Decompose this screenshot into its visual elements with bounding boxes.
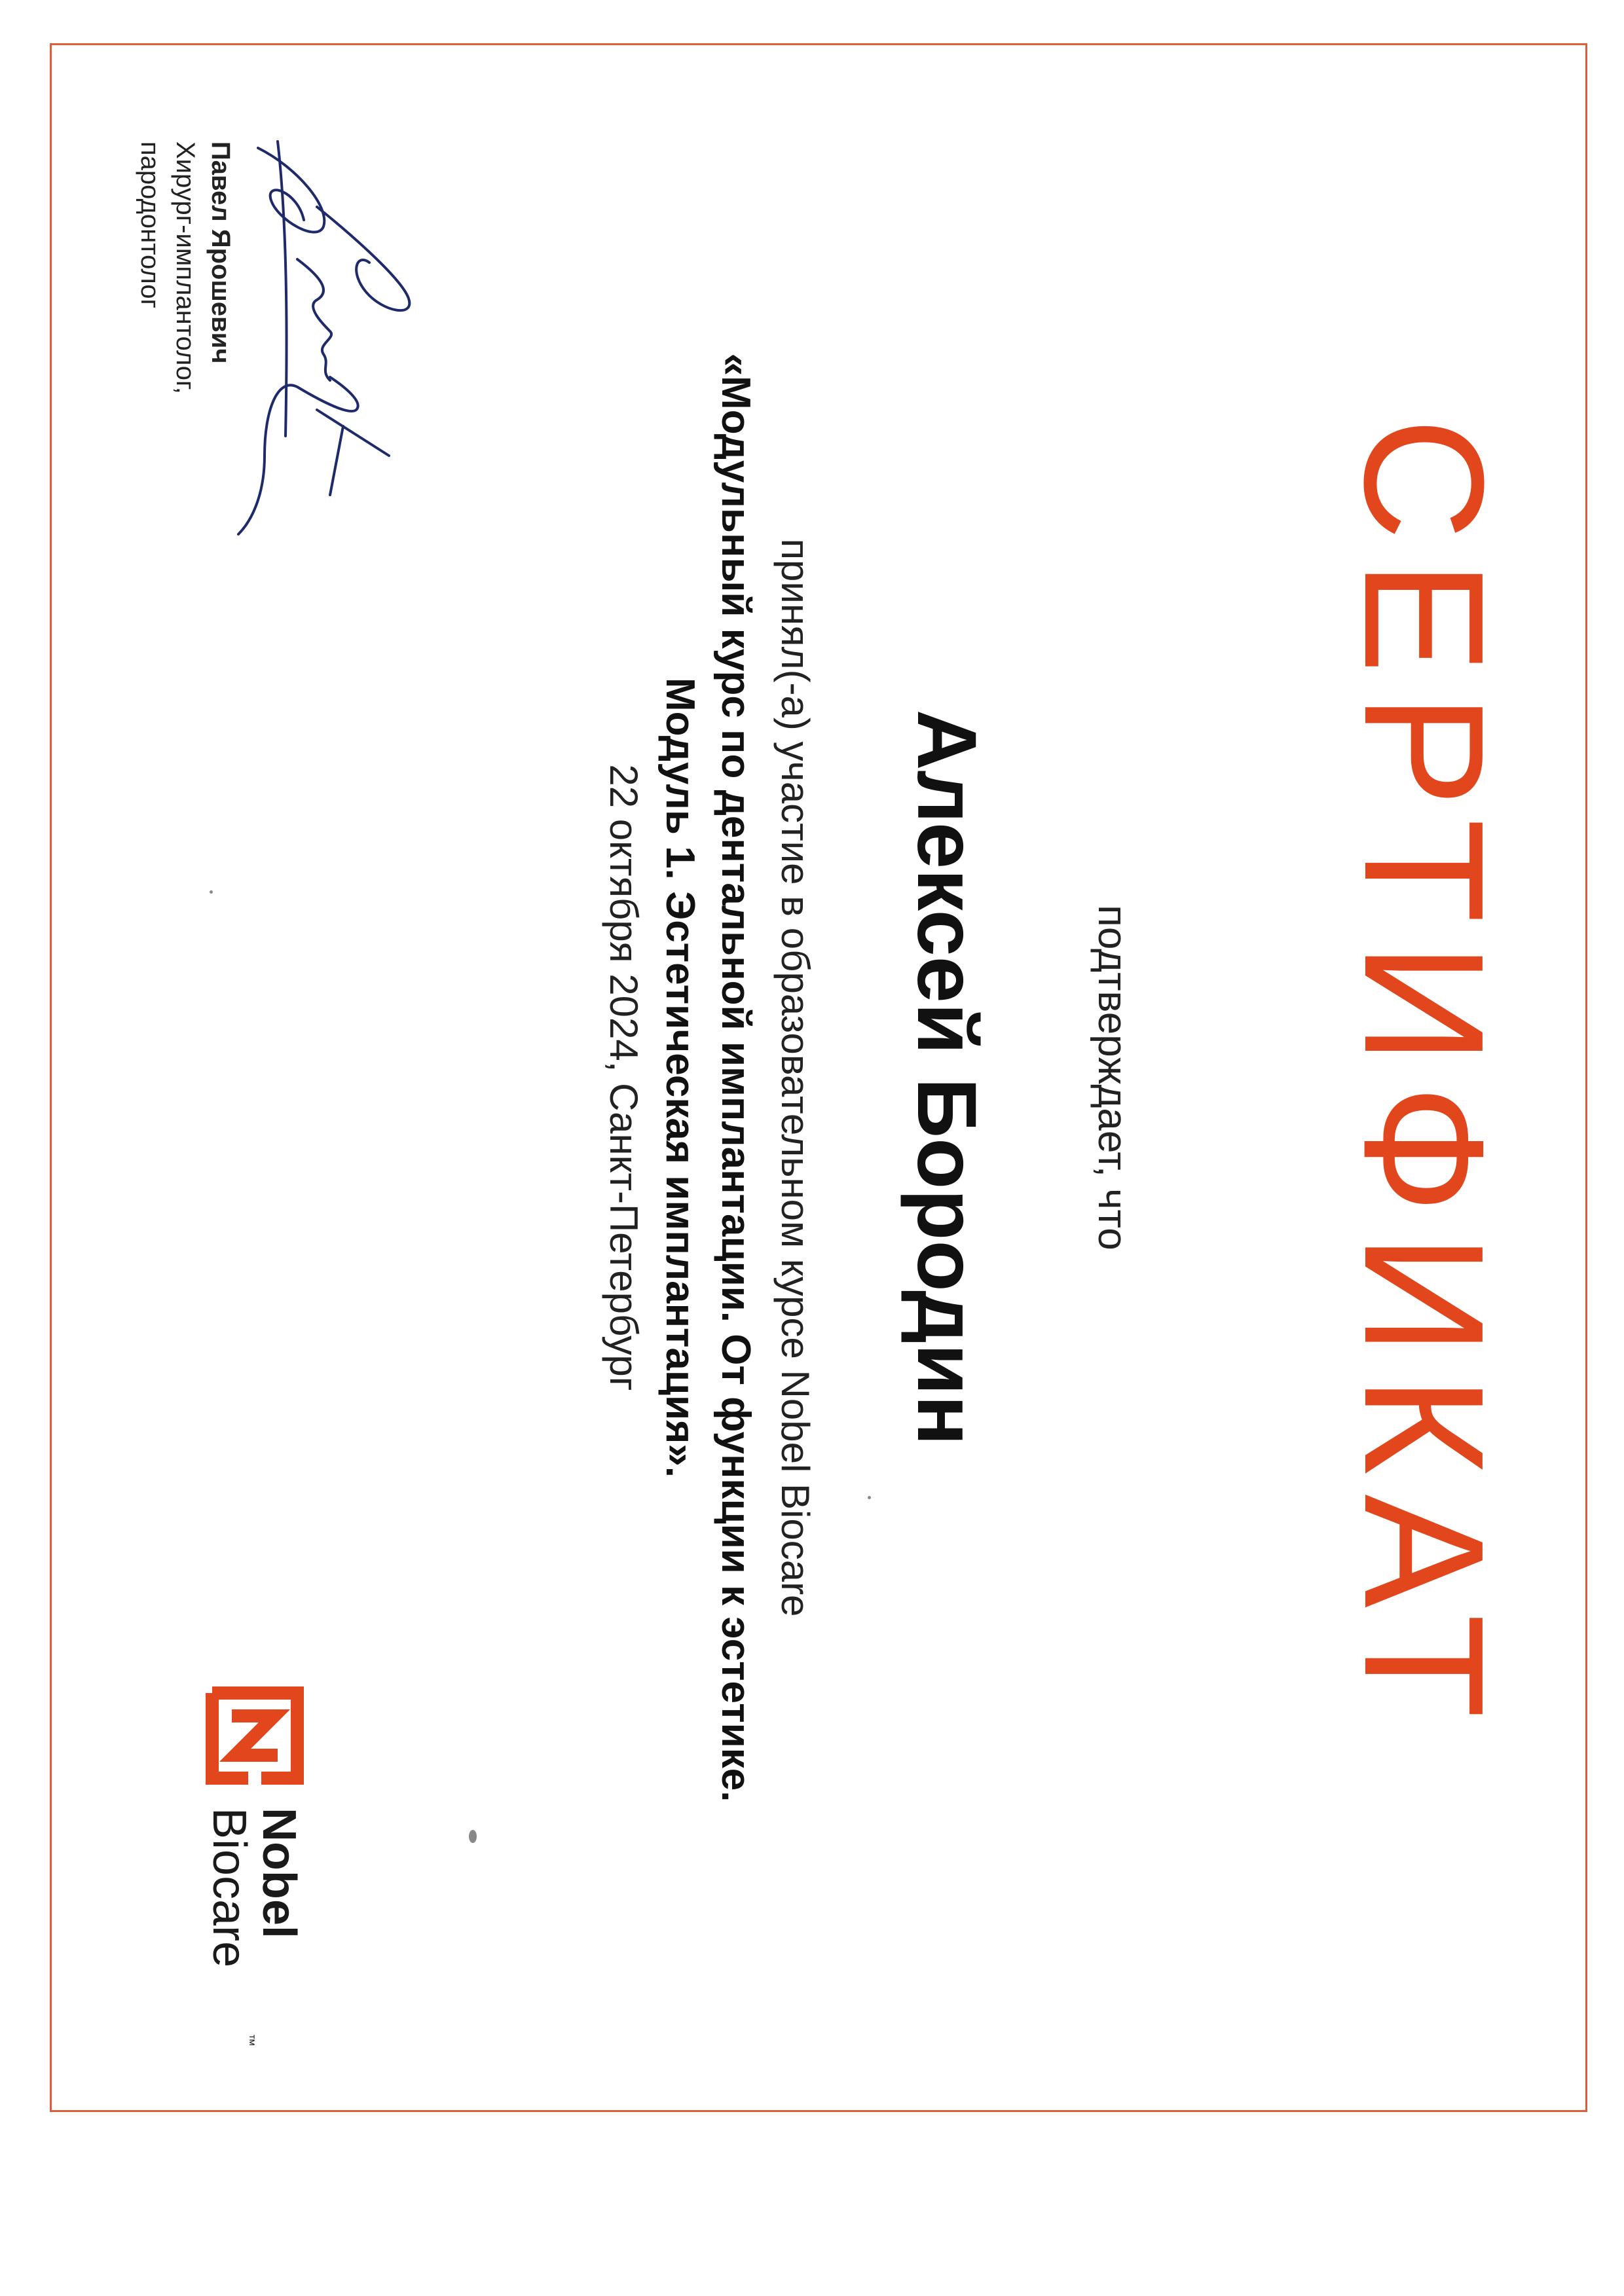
recipient-name: Алексей Бородин	[900, 709, 993, 1446]
signatory-role-line-2: пародонтолог	[136, 141, 164, 309]
signatory-name: Павел Ярошевич	[206, 141, 235, 364]
scan-speck	[469, 1830, 477, 1843]
scan-speck	[210, 890, 213, 894]
certificate-content	[50, 43, 1587, 2112]
participation-text: принял(-а) участие в образовательном курсе Nobel Biocare	[773, 538, 817, 1617]
module-title: Модуль 1. Эстетическая имплантация».	[657, 678, 703, 1478]
nobel-biocare-n-logo-icon	[199, 1680, 310, 1791]
trademark-symbol: ™	[242, 2033, 257, 2047]
signature-image	[219, 128, 428, 547]
logo-text-nobel: Nobel	[253, 1808, 305, 1939]
signatory-block	[132, 141, 238, 394]
logo-text-biocare: Biocare	[203, 1808, 255, 1968]
scan-speck	[868, 1496, 871, 1499]
confirms-text: подтверждает, что	[1090, 905, 1135, 1250]
course-title: «Модульный курс по дентальной имплантации. От функции к эстетике.	[713, 353, 758, 1802]
date-place: 22 октября 2024, Санкт-Петербург	[602, 764, 646, 1391]
certificate-title: СЕРТИФИКАТ	[1329, 417, 1519, 1738]
signatory-role-line-1: Хирург-имплантолог,	[171, 141, 200, 394]
nobel-biocare-logo	[186, 1680, 310, 2047]
